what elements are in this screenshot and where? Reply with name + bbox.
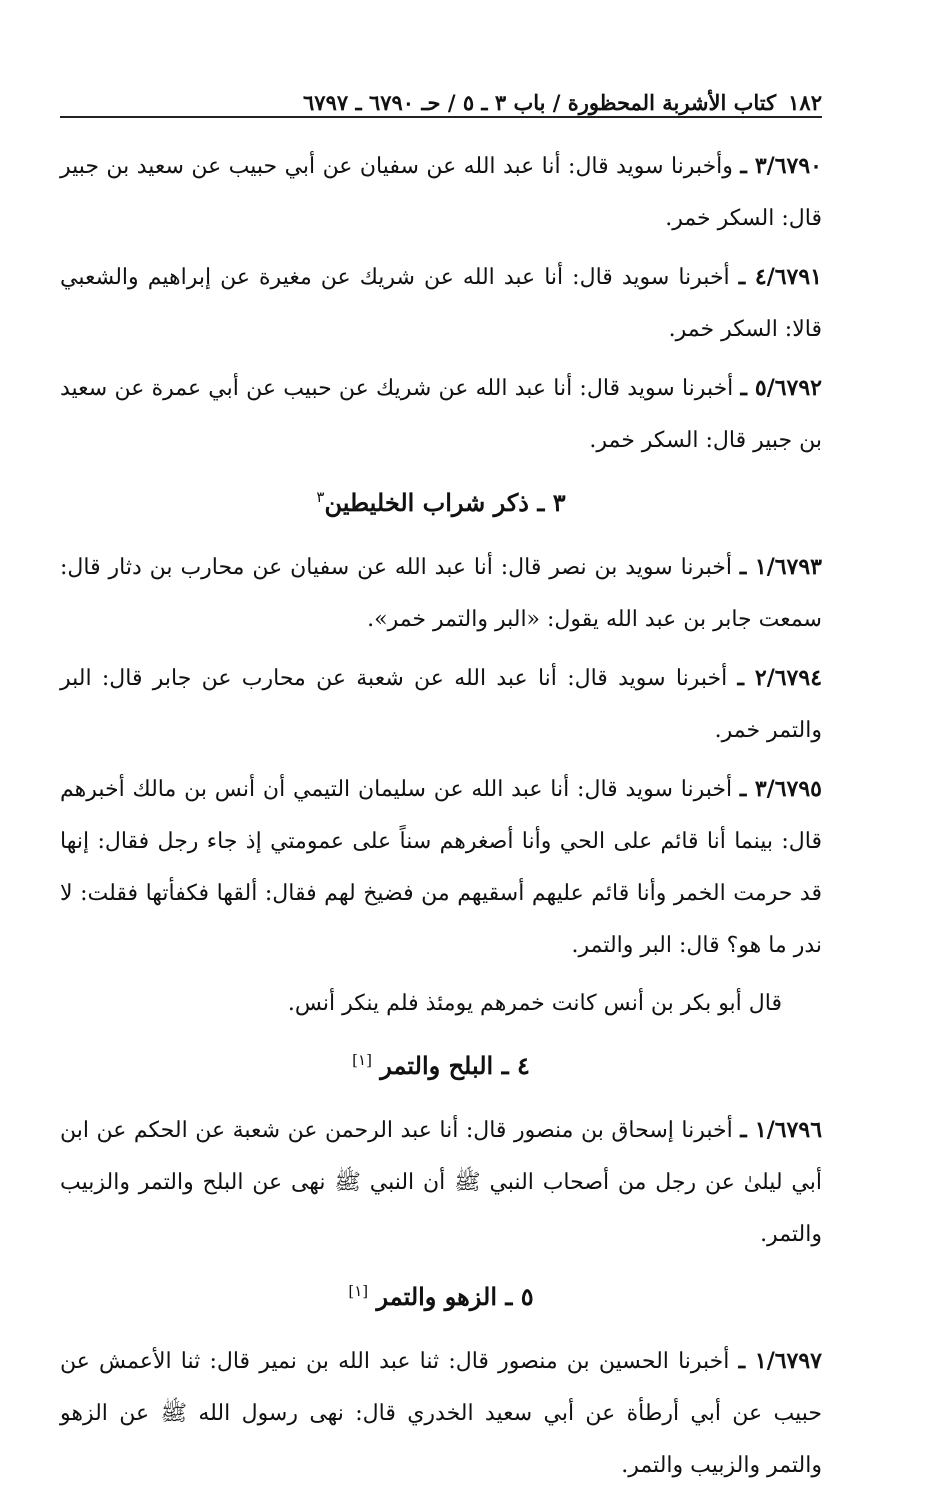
section-heading-5 (60, 1271, 822, 1317)
hadith-text: أخبرنا سويد قال: أنا عبد الله عن سليمان التيمي أن أنس بن مالك أخبرهم قال: بينما أنا قائم على الحي وأنا أصغرهم سناً على عمومتي إذ جاء رجل فقال: إنها قد حرمت الخمر وأنا قائم عليهم أسقيهم من فضيخ لهم فقال: ألقها فكفأتها فقلت: لا ندر ما هو؟ قال: البر والتمر. (60, 777, 823, 958)
hadith-text: أخبرنا سويد قال: أنا عبد الله عن شريك عن حبيب عن أبي عمرة عن سعيد بن جبير قال: السكر خمر. (60, 376, 822, 453)
hadith-number: ١/٦٧٩٦ ـ (740, 1117, 823, 1143)
section-title: ٤ ـ البلح والتمر (380, 1051, 530, 1080)
footnote-marker: ٣ (316, 488, 325, 506)
hadith-6790 (60, 140, 822, 245)
page-header (60, 90, 822, 118)
section-title: ٥ ـ الزهو والتمر (376, 1282, 534, 1311)
hadith-6795 (60, 763, 822, 972)
hadith-number: ١/٦٧٩٧ ـ (738, 1348, 822, 1374)
page-number: ١٨٢ (788, 90, 822, 115)
hadith-6797 (60, 1335, 822, 1492)
hadith-text: أخبرنا سويد بن نصر قال: أنا عبد الله عن سفيان عن محارب بن دثار قال: سمعت جابر بن عبد الله يقول: «البر والتمر خمر». (60, 555, 822, 632)
hadith-6793 (60, 541, 822, 646)
hadith-6794 (60, 652, 822, 757)
remark: قال أبو بكر بن أنس كانت خمرهم يومئذ فلم ينكر أنس. (287, 991, 782, 1016)
hadith-number: ٤/٦٧٩١ ـ (738, 264, 822, 290)
hadith-text: وأخبرنا سويد قال: أنا عبد الله عن سفيان عن أبي حبيب عن سعيد بن جبير قال: السكر خمر. (60, 154, 822, 231)
footnote-marker: [١] (352, 1051, 372, 1069)
running-title: كتاب الأشربة المحظورة / باب ٣ ـ ٥ / حـ ٦٧٩٠ ـ ٦٧٩٧ (303, 90, 777, 115)
hadith-6796 (60, 1104, 822, 1261)
hadith-number: ٢/٦٧٩٤ ـ (737, 665, 823, 691)
hadith-6792 (60, 362, 822, 467)
hadith-number: ١/٦٧٩٣ ـ (739, 554, 822, 580)
hadith-text: أخبرنا الحسين بن منصور قال: ثنا عبد الله بن نمير قال: ثنا الأعمش عن حبيب عن أبي أرطأة عن أبي سعيد الخدري قال: نهى رسول الله ﷺ عن الزهو والتمر والزبيب والتمر. (60, 1349, 822, 1478)
section-heading-3 (60, 477, 822, 523)
hadith-number: ٥/٦٧٩٢ ـ (740, 375, 822, 401)
hadith-number: ٣/٦٧٩٠ ـ (740, 153, 822, 179)
hadith-number: ٣/٦٧٩٥ ـ (739, 776, 822, 802)
hadith-text: أخبرنا سويد قال: أنا عبد الله عن شعبة عن محارب عن جابر قال: البر والتمر خمر. (60, 666, 822, 743)
section-title: ٣ ـ ذكر شراب الخليطين (324, 488, 566, 517)
hadith-6791 (60, 251, 822, 356)
hadith-text: أخبرنا إسحاق بن منصور قال: أنا عبد الرحمن عن شعبة عن الحكم عن ابن أبي ليلىٰ عن رجل من أصحاب النبي ﷺ أن النبي ﷺ نهى عن البلح والتمر والزبيب والتمر. (60, 1118, 822, 1247)
section-heading-4 (60, 1040, 822, 1086)
footnote-marker: [١] (348, 1282, 369, 1300)
hadith-text: أخبرنا سويد قال: أنا عبد الله عن شريك عن مغيرة عن إبراهيم والشعبي قالا: السكر خمر. (60, 265, 822, 342)
